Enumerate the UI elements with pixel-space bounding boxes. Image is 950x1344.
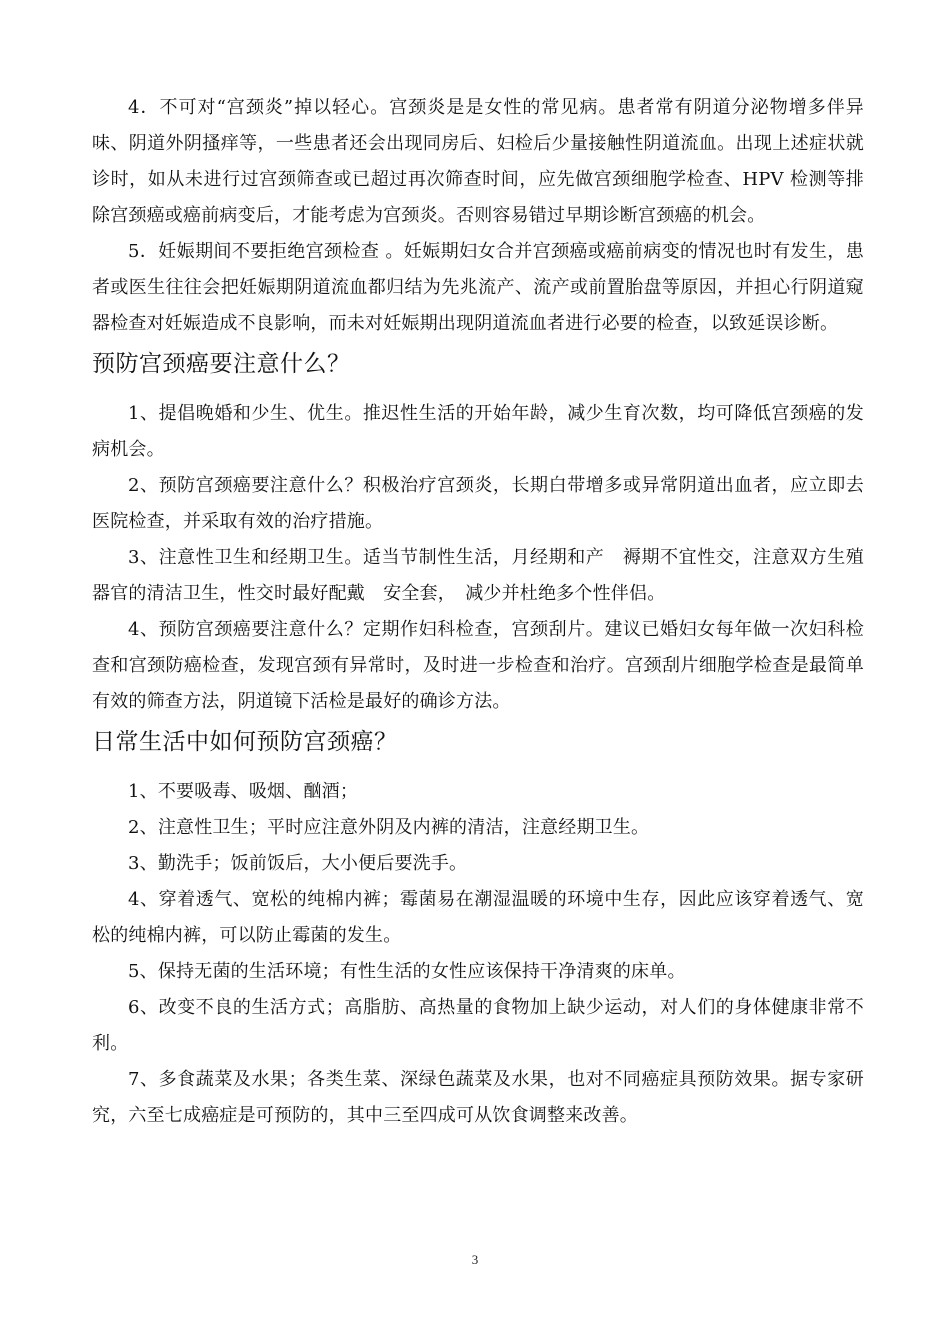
prevention-item-2: 2、预防宫颈癌要注意什么？积极治疗宫颈炎，长期白带增多或异常阴道出血者，应立即去医院检查，并采取有效的治疗措施。 [92, 475, 864, 532]
daily-item-4: 4、穿着透气、宽松的纯棉内裤；霉菌易在潮湿温暖的环境中生存，因此应该穿着透气、宽松的纯棉内裤，可以防止霉菌的发生。 [92, 889, 864, 946]
prevention-item-4: 4、预防宫颈癌要注意什么？定期作妇科检查，宫颈刮片。建议已婚妇女每年做一次妇科检查和宫颈防癌检查，发现宫颈有异常时，及时进一步检查和治疗。宫颈刮片细胞学检查是最简单有效的筛查方法，阴道镜下活检是最好的确诊方法。 [92, 619, 864, 712]
section-heading-daily-life: 日常生活中如何预防宫颈癌？ [92, 729, 398, 755]
daily-life-section [92, 724, 864, 1134]
paragraph-cervicitis: 4．不可对“宫颈炎”掉以轻心。宫颈炎是是女性的常见病。患者常有阴道分泌物增多伴异味、阴道外阴搔痒等，一些患者还会出现同房后、妇检后少量接触性阴道流血。出现上述症状就诊时，如从未进行过宫颈筛查或已超过再次筛查时间，应先做宫颈细胞学检查、HPV 检测等排除宫颈癌或癌前病变后，才能考虑为宫颈炎。否则容易错过早期诊断宫颈癌的机会。 [92, 97, 864, 226]
daily-item-5: 5、保持无菌的生活环境；有性生活的女性应该保持干净清爽的床单。 [128, 961, 686, 982]
prevention-item-1: 1、提倡晚婚和少生、优生。推迟性生活的开始年龄，减少生育次数，均可降低宫颈癌的发病机会。 [92, 403, 864, 460]
daily-item-7: 7、多食蔬菜及水果；各类生菜、深绿色蔬菜及水果，也对不同癌症具预防效果。据专家研究，六至七成癌症是可预防的，其中三至四成可从饮食调整来改善。 [92, 1069, 864, 1126]
prevention-section [92, 346, 864, 720]
intro-section [92, 90, 864, 342]
daily-item-6: 6、改变不良的生活方式；高脂肪、高热量的食物加上缺少运动，对人们的身体健康非常不利。 [92, 997, 864, 1054]
daily-item-2: 2、注意性卫生；平时应注意外阴及内裤的清洁，注意经期卫生。 [128, 817, 650, 838]
document-page [92, 90, 864, 1136]
daily-item-3: 3、勤洗手；饭前饭后，大小便后要洗手。 [128, 853, 468, 874]
page-number: 3 [471, 1252, 479, 1267]
daily-item-1: 1、不要吸毒、吸烟、酗酒； [128, 781, 359, 802]
prevention-item-3: 3、注意性卫生和经期卫生。适当节制性生活，月经期和产 褥期不宜性交，注意双方生殖器官的清洁卫生，性交时最好配戴 安全套， 减少并杜绝多个性伴侣。 [92, 547, 864, 604]
section-heading-prevention: 预防宫颈癌要注意什么？ [92, 351, 351, 377]
paragraph-pregnancy-check: 5．妊娠期间不要拒绝宫颈检查 。妊娠期妇女合并宫颈癌或癌前病变的情况也时有发生，患者或医生往往会把妊娠期阴道流血都归结为先兆流产、流产或前置胎盘等原因，并担心行阴道窥器检查对妊娠造成不良影响，而未对妊娠期出现阴道流血者进行必要的检查，以致延误诊断。 [92, 241, 864, 334]
